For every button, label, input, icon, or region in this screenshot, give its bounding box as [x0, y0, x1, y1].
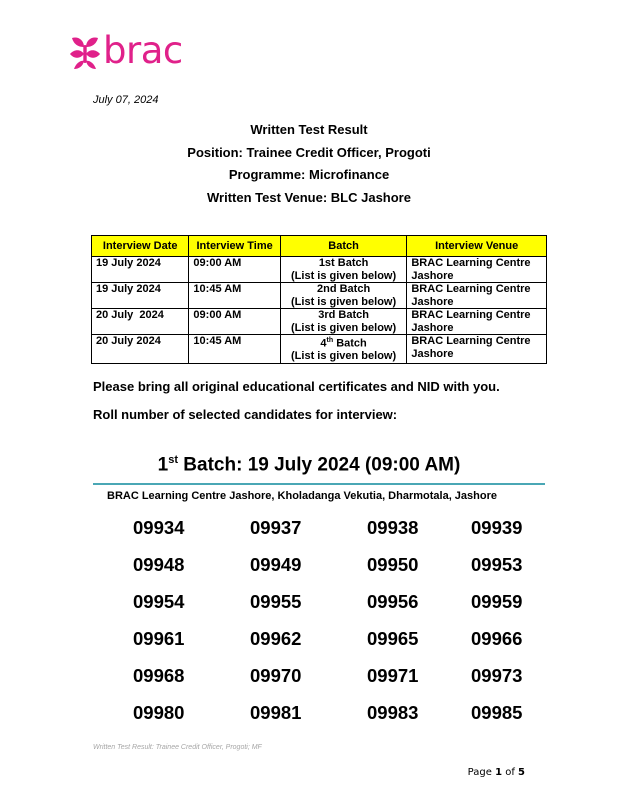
- table-row: [92, 257, 547, 283]
- roll-number: 09954: [133, 591, 185, 612]
- column-header: Interview Venue: [407, 236, 547, 257]
- bring-documents-note: Please bring all original educational certificates and NID with you.: [93, 379, 500, 394]
- roll-number: 09938: [367, 517, 419, 538]
- document-date: July 07, 2024: [93, 94, 159, 106]
- roll-number: 09985: [471, 702, 523, 723]
- batch-divider: [93, 483, 545, 485]
- roll-number: 09959: [471, 591, 523, 612]
- roll-number: 09971: [367, 665, 419, 686]
- heading-venue: Written Test Venue: BLC Jashore: [207, 189, 411, 205]
- cell-time: 10:45 AM: [189, 283, 280, 309]
- cell-time: 09:00 AM: [189, 309, 280, 335]
- roll-number-heading: Roll number of selected candidates for interview:: [93, 407, 398, 422]
- cell-batch: 2nd Batch (List is given below): [280, 283, 407, 309]
- roll-number: 09968: [133, 665, 185, 686]
- roll-number: 09956: [367, 591, 419, 612]
- column-header: Interview Date: [92, 236, 189, 257]
- cell-venue: BRAC Learning Centre Jashore: [407, 283, 547, 309]
- cell-time: 09:00 AM: [189, 257, 280, 283]
- roll-number: 09983: [367, 702, 419, 723]
- roll-number: 09965: [367, 628, 419, 649]
- table-header-row: [92, 236, 547, 257]
- cell-venue: BRAC Learning Centre Jashore: [407, 335, 547, 364]
- brac-butterfly-icon: [68, 35, 102, 71]
- roll-number: 09981: [250, 702, 302, 723]
- page-footer: Written Test Result: Trainee Credit Officer, Progoti; MF: [93, 744, 262, 751]
- batch-venue: BRAC Learning Centre Jashore, Kholadanga Vekutia, Dharmotala, Jashore: [107, 490, 497, 502]
- roll-number: 09949: [250, 554, 302, 575]
- cell-date: 19 July 2024: [92, 257, 189, 283]
- table-row: [92, 335, 547, 364]
- heading-position: Position: Trainee Credit Officer, Progoti: [187, 144, 431, 160]
- cell-venue: BRAC Learning Centre Jashore: [407, 257, 547, 283]
- cell-batch: 3rd Batch (List is given below): [280, 309, 407, 335]
- roll-number: 09953: [471, 554, 523, 575]
- cell-date: 19 July 2024: [92, 283, 189, 309]
- cell-batch: 4th Batch (List is given below): [280, 335, 407, 364]
- cell-date: 20 July 2024: [92, 309, 189, 335]
- roll-number-grid: [133, 517, 571, 739]
- roll-number: 09970: [250, 665, 302, 686]
- roll-number: 09934: [133, 517, 185, 538]
- heading-title: Written Test Result: [250, 122, 368, 137]
- column-header: Batch: [280, 236, 407, 257]
- column-header: Interview Time: [189, 236, 280, 257]
- interview-schedule-table: [91, 235, 547, 364]
- roll-number: 09939: [471, 517, 523, 538]
- roll-number: 09980: [133, 702, 185, 723]
- roll-number: 09973: [471, 665, 523, 686]
- roll-number: 09966: [471, 628, 523, 649]
- cell-venue: BRAC Learning Centre Jashore: [407, 309, 547, 335]
- roll-number: 09948: [133, 554, 185, 575]
- heading-programme: Programme: Microfinance: [228, 167, 390, 182]
- batch-title: 1st Batch: 19 July 2024 (09:00 AM): [157, 454, 461, 476]
- roll-number: 09955: [250, 591, 302, 612]
- table-row: [92, 309, 547, 335]
- roll-number: 09937: [250, 517, 302, 538]
- brac-logo-text: brac: [103, 28, 183, 72]
- cell-time: 10:45 AM: [189, 335, 280, 364]
- cell-date: 20 July 2024: [92, 335, 189, 364]
- roll-number: 09961: [133, 628, 185, 649]
- document-headings: [0, 121, 618, 211]
- table-row: [92, 283, 547, 309]
- roll-number: 09950: [367, 554, 419, 575]
- cell-batch: 1st Batch (List is given below): [280, 257, 407, 283]
- brac-logo: [68, 28, 183, 72]
- roll-number: 09962: [250, 628, 302, 649]
- page-number: Page 1 of 5: [467, 767, 525, 778]
